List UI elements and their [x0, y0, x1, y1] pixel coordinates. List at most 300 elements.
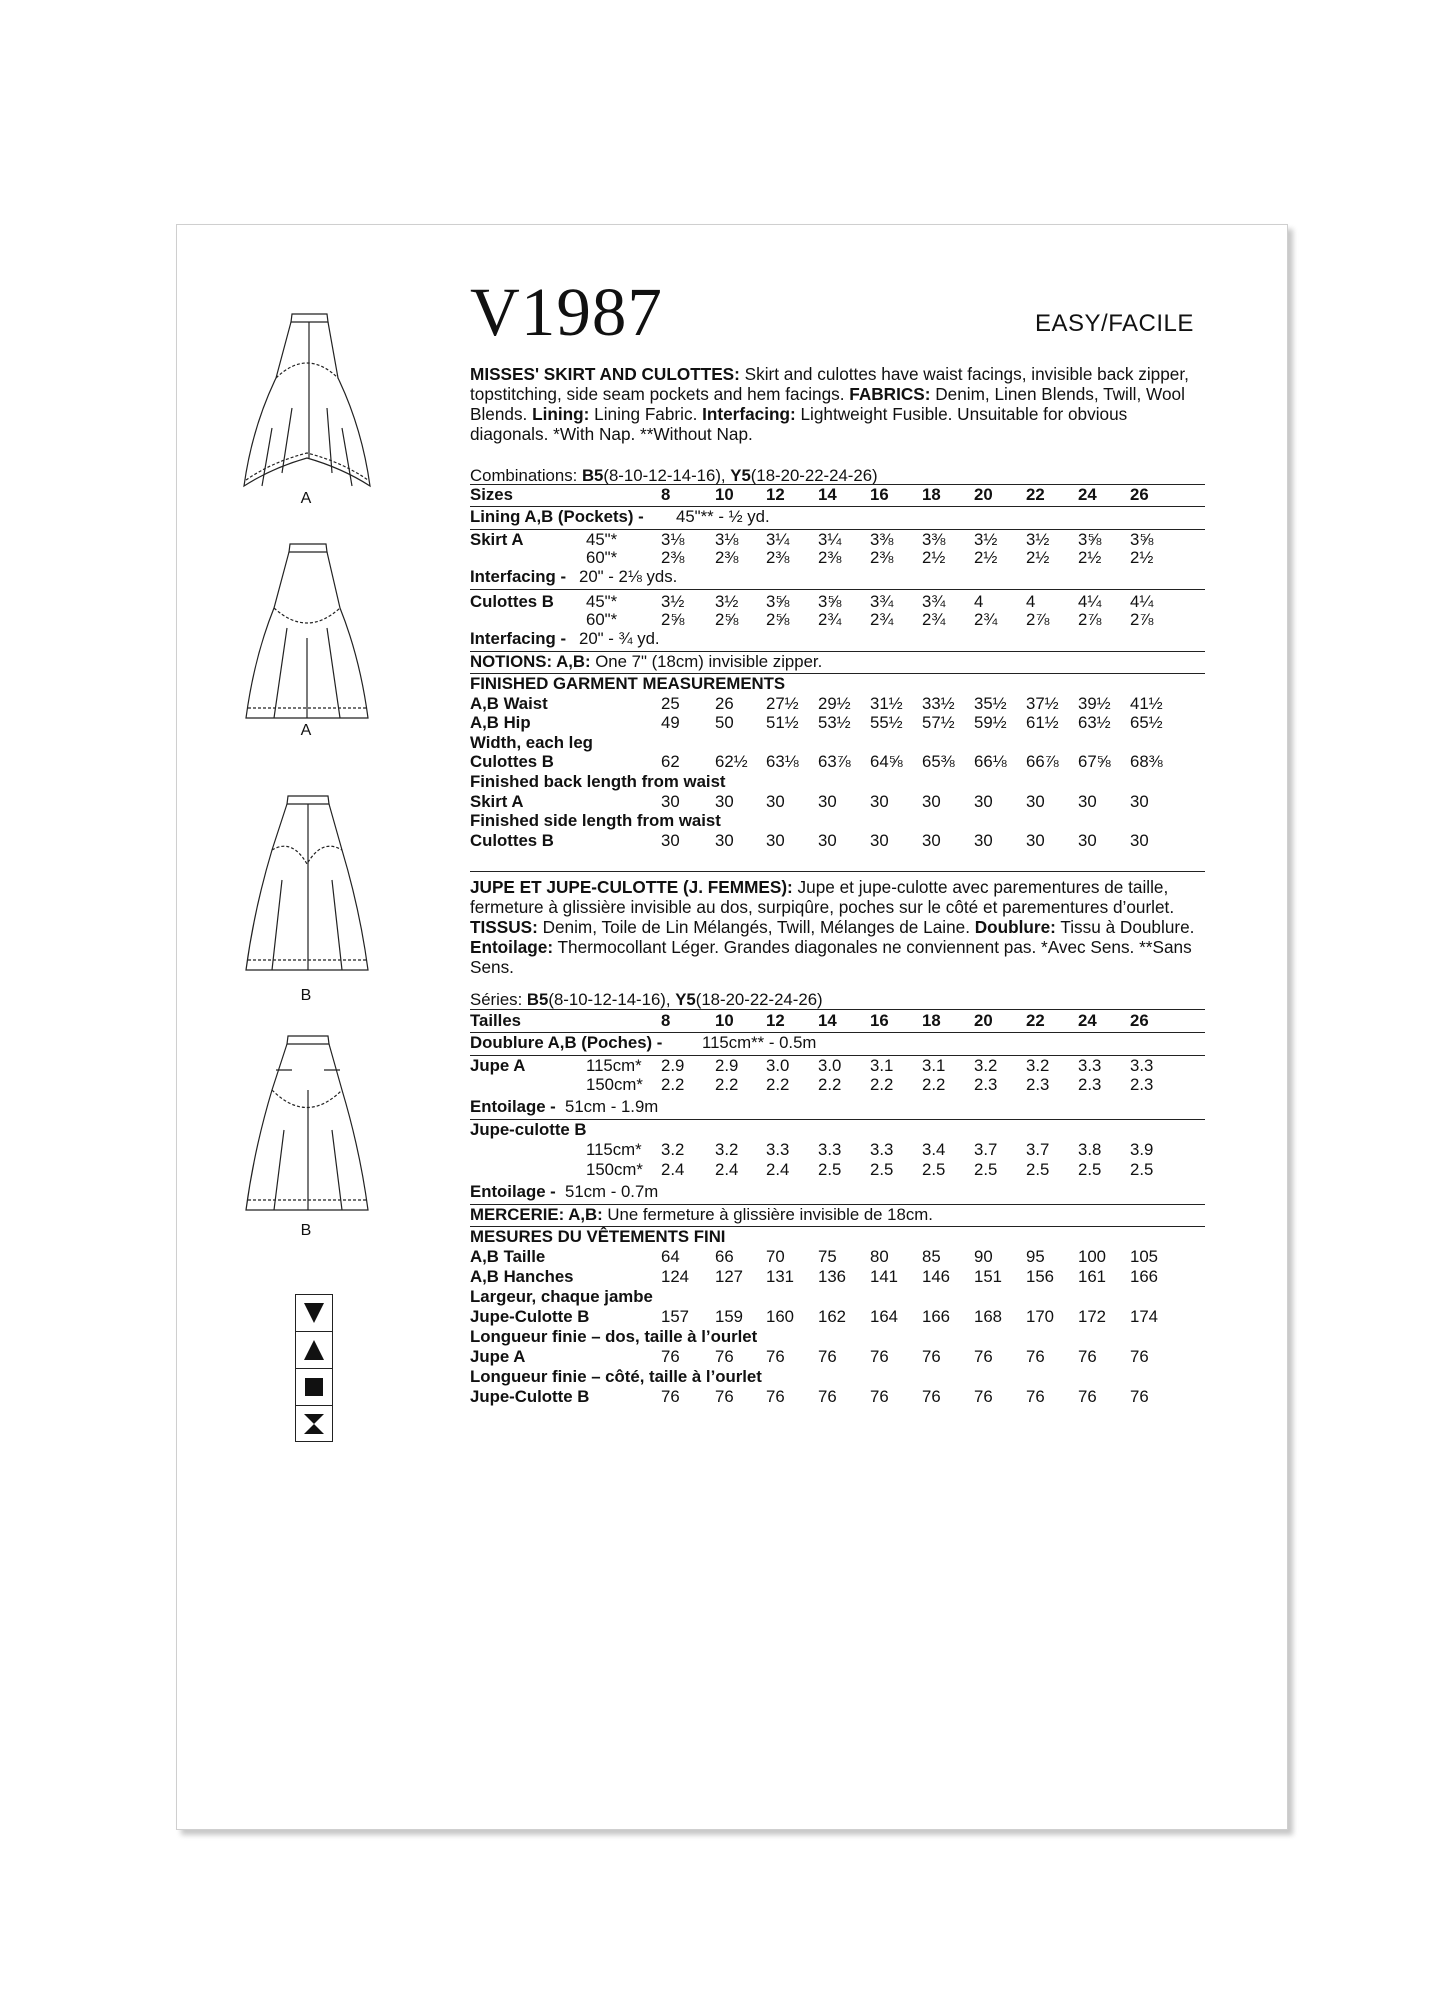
description-title-fr: JUPE ET JUPE-CULOTTE (J. FEMMES): — [470, 877, 793, 897]
table-cell: 30 — [922, 791, 941, 811]
table-cell: 22 — [1026, 485, 1045, 504]
table-cell: 30 — [661, 791, 680, 811]
sketch-label: A — [300, 722, 312, 739]
table-cell: 159 — [715, 1307, 743, 1326]
measurement-label: A,B Hanches — [470, 1267, 574, 1286]
table-cell: 30 — [661, 830, 680, 850]
table-cell: 30 — [1026, 830, 1045, 850]
table-cell: 30 — [818, 791, 837, 811]
table-cell: 10 — [715, 1011, 734, 1030]
table-cell: 2.9 — [661, 1056, 685, 1075]
sketch-culottes-b-back — [232, 790, 382, 980]
interfacing-label: Interfacing - — [470, 629, 567, 648]
table-cell: 70 — [766, 1247, 785, 1266]
table-cell: 2.3 — [974, 1075, 998, 1094]
table-cell: 30 — [1026, 791, 1045, 811]
table-cell: 49 — [661, 713, 680, 733]
interfacing-text-fr: Thermocollant Léger. Grandes diagonales ne conviennent pas. *Avec Sens. **Sans Sens. — [470, 937, 1192, 977]
table-cell: 30 — [766, 830, 785, 850]
measurement-label: Jupe A — [470, 1347, 526, 1366]
table-cell: 3.1 — [922, 1056, 946, 1075]
table-cell: 66 — [715, 1247, 734, 1266]
table-cell: 30 — [715, 830, 734, 850]
interfacing-label-fr: Entoilage: — [470, 937, 554, 957]
table-cell: 2⅝ — [766, 610, 790, 629]
table-cell: 2⅜ — [870, 548, 894, 567]
interfacing-row — [470, 1182, 1210, 1202]
table-cell: 35½ — [974, 693, 1007, 713]
yardage-row — [470, 592, 1210, 612]
table-cell: 76 — [974, 1387, 993, 1406]
measurements-title — [470, 674, 1210, 694]
table-cell: 174 — [1130, 1307, 1158, 1326]
table-cell: 3⅜ — [870, 530, 894, 549]
table-cell: 41½ — [1130, 693, 1163, 713]
table-cell: 30 — [974, 791, 993, 811]
table-cell: 168 — [974, 1307, 1002, 1326]
table-cell: 3.0 — [818, 1056, 842, 1075]
table-cell: 3.0 — [766, 1056, 790, 1075]
table-cell: 26 — [1130, 485, 1149, 504]
table-cell: 8 — [661, 1011, 671, 1030]
table-cell: 30 — [1078, 830, 1097, 850]
table-cell: 76 — [1078, 1347, 1097, 1366]
yardage-row — [470, 1160, 1210, 1180]
table-rule — [470, 589, 1205, 590]
table-cell: 30 — [715, 791, 734, 811]
measurement-label: Culottes B — [470, 752, 554, 772]
garment-label: Jupe-culotte B — [470, 1120, 587, 1139]
measurement-row — [470, 733, 1210, 753]
measurement-label: Jupe-Culotte B — [470, 1387, 590, 1406]
table-cell: 151 — [974, 1267, 1002, 1286]
measurement-row — [470, 1287, 1210, 1307]
measurement-label: Finished back length from waist — [470, 771, 726, 791]
table-cell: 141 — [870, 1267, 898, 1286]
table-cell: 51½ — [766, 713, 799, 733]
table-cell: 3¾ — [870, 592, 894, 611]
lining-value: 115cm** - 0.5m — [702, 1033, 817, 1052]
measurement-label: A,B Hip — [470, 713, 531, 733]
yardage-row — [470, 1075, 1210, 1095]
measurement-row — [470, 792, 1210, 812]
table-cell: 61½ — [1026, 713, 1059, 733]
table-cell: 105 — [1130, 1247, 1158, 1266]
table-cell: 26 — [1130, 1011, 1149, 1030]
table-cell: 131 — [766, 1267, 794, 1286]
table-cell: 2.4 — [766, 1160, 790, 1179]
table-header — [470, 485, 1210, 505]
table-cell: 64⅝ — [870, 752, 903, 772]
combinations-y5: Y5 — [675, 990, 696, 1009]
combinations-prefix: Séries: — [470, 990, 527, 1009]
table-cell: 136 — [818, 1267, 846, 1286]
description-body: Skirt and culottes have waist facings, invisible back zipper, topstitching, side seam pockets and hem facings. — [470, 364, 1189, 404]
table-cell: 161 — [1078, 1267, 1106, 1286]
table-cell: 62½ — [715, 752, 748, 772]
table-cell: 37½ — [1026, 693, 1059, 713]
table-cell: 2½ — [1026, 548, 1050, 567]
table-cell: 2.4 — [715, 1160, 739, 1179]
table-cell: 20 — [974, 485, 993, 504]
table-cell: 85 — [922, 1247, 941, 1266]
table-cell: 3½ — [1026, 530, 1050, 549]
combinations-line — [470, 990, 823, 1010]
table-cell: 76 — [715, 1347, 734, 1366]
fabric-width: 115cm* — [586, 1056, 642, 1075]
table-cell: 76 — [661, 1387, 680, 1406]
table-rule — [470, 1009, 1205, 1010]
measurement-row — [470, 811, 1210, 831]
table-cell: 18 — [922, 1011, 941, 1030]
description-english — [470, 364, 1205, 444]
table-cell: 2¾ — [818, 610, 842, 629]
interfacing-label: Interfacing - — [470, 567, 567, 586]
table-cell: 2.2 — [661, 1075, 685, 1094]
table-cell: 2.5 — [1078, 1160, 1102, 1179]
combinations-y5: Y5 — [730, 466, 751, 485]
table-cell: 3.3 — [870, 1140, 894, 1159]
lining-label: Lining: — [532, 404, 590, 424]
table-cell: 63⅞ — [818, 752, 851, 772]
table-cell: 3.8 — [1078, 1140, 1102, 1159]
table-cell: 3¼ — [818, 530, 842, 549]
table-cell: 162 — [818, 1307, 846, 1326]
table-cell: 76 — [1130, 1387, 1149, 1406]
pattern-number: V1987 — [470, 274, 663, 350]
sizes-header: Sizes — [470, 485, 513, 504]
measurement-row — [470, 713, 1210, 733]
combinations-prefix: Combinations: — [470, 466, 582, 485]
measurement-row — [470, 1247, 1210, 1267]
table-cell: 2.5 — [870, 1160, 894, 1179]
notions-line — [470, 652, 822, 672]
measurement-row — [470, 1367, 1210, 1387]
measurement-label: Jupe-Culotte B — [470, 1307, 590, 1326]
yardage-row — [470, 530, 1210, 550]
table-cell: 76 — [766, 1387, 785, 1406]
table-cell: 2¾ — [974, 610, 998, 629]
table-cell: 67⅝ — [1078, 752, 1111, 772]
table-cell: 30 — [766, 791, 785, 811]
table-cell: 2.2 — [870, 1075, 894, 1094]
measurement-label: A,B Waist — [470, 693, 548, 713]
table-cell: 55½ — [870, 713, 903, 733]
table-cell: 76 — [661, 1347, 680, 1366]
table-cell: 3⅜ — [922, 530, 946, 549]
table-cell: 2.5 — [818, 1160, 842, 1179]
fabrics-label-fr: TISSUS: — [470, 917, 538, 937]
table-cell: 33½ — [922, 693, 955, 713]
table-cell: 90 — [974, 1247, 993, 1266]
measurement-row — [470, 1307, 1210, 1327]
measurement-label: Width, each leg — [470, 732, 593, 752]
table-cell: 76 — [974, 1347, 993, 1366]
table-cell: 2⅝ — [715, 610, 739, 629]
table-cell: 3.3 — [766, 1140, 790, 1159]
square-icon — [296, 1369, 332, 1406]
measurement-label: Largeur, chaque jambe — [470, 1287, 653, 1306]
measurement-label: Longueur finie – côté, taille à l’ourlet — [470, 1367, 762, 1386]
table-cell: 65⅜ — [922, 752, 955, 772]
description-french — [470, 877, 1205, 977]
interfacing-text: Lightweight Fusible. Unsuitable for obvious diagonals. *With Nap. **Without Nap. — [470, 404, 1128, 444]
yardage-row — [470, 548, 1210, 568]
table-cell: 156 — [1026, 1267, 1054, 1286]
measurement-row — [470, 831, 1210, 851]
table-cell: 2.2 — [818, 1075, 842, 1094]
table-cell: 68⅜ — [1130, 752, 1163, 772]
sketch-culottes-b-front — [232, 1030, 382, 1220]
measurement-row — [470, 1267, 1210, 1287]
table-cell: 2⅜ — [661, 548, 685, 567]
table-cell: 24 — [1078, 1011, 1097, 1030]
table-cell: 24 — [1078, 485, 1097, 504]
lining-value: 45"** - ½ yd. — [676, 507, 770, 526]
interfacing-row — [470, 567, 1210, 587]
interfacing-label: Interfacing: — [702, 404, 796, 424]
table-cell: 62 — [661, 752, 680, 772]
sketch-label: B — [300, 1222, 312, 1239]
notions-value: One 7" (18cm) invisible zipper. — [590, 652, 823, 671]
table-cell: 164 — [870, 1307, 898, 1326]
measurement-label: A,B Taille — [470, 1247, 546, 1266]
table-cell: 2.4 — [661, 1160, 685, 1179]
yardage-row — [470, 1056, 1210, 1076]
interfacing-value: 51cm - 1.9m — [565, 1097, 659, 1116]
table-cell: 2⅜ — [766, 548, 790, 567]
table-cell: 3.7 — [974, 1140, 998, 1159]
table-cell: 2½ — [1130, 548, 1154, 567]
table-cell: 76 — [1026, 1347, 1045, 1366]
table-cell: 12 — [766, 1011, 785, 1030]
table-cell: 76 — [1130, 1347, 1149, 1366]
hourglass-icon — [296, 1406, 332, 1442]
table-cell: 3⅛ — [661, 530, 685, 549]
fabric-width: 60"* — [586, 548, 618, 567]
lining-row — [470, 1033, 1210, 1053]
table-cell: 3⅝ — [766, 592, 790, 611]
table-cell: 30 — [974, 830, 993, 850]
table-cell: 76 — [1078, 1387, 1097, 1406]
lining-text: Lining Fabric. — [589, 404, 703, 424]
table-cell: 30 — [922, 830, 941, 850]
measurement-row — [470, 694, 1210, 714]
table-cell: 76 — [766, 1347, 785, 1366]
table-cell: 100 — [1078, 1247, 1106, 1266]
table-cell: 2¾ — [870, 610, 894, 629]
table-cell: 3.3 — [1130, 1056, 1154, 1075]
table-cell: 2⅞ — [1130, 610, 1154, 629]
table-cell: 16 — [870, 485, 889, 504]
table-cell: 3.9 — [1130, 1140, 1154, 1159]
table-cell: 172 — [1078, 1307, 1106, 1326]
table-cell: 30 — [1130, 791, 1149, 811]
table-cell: 75 — [818, 1247, 837, 1266]
table-cell: 3⅝ — [1130, 530, 1154, 549]
table-cell: 76 — [1026, 1387, 1045, 1406]
table-cell: 3¾ — [922, 592, 946, 611]
table-cell: 50 — [715, 713, 734, 733]
interfacing-label: Entoilage - — [470, 1182, 556, 1201]
measurement-label: Longueur finie – dos, taille à l’ourlet — [470, 1327, 758, 1346]
table-cell: 76 — [870, 1347, 889, 1366]
table-cell: 30 — [870, 830, 889, 850]
table-cell: 3.2 — [1026, 1056, 1050, 1075]
garment-label: Jupe A — [470, 1056, 526, 1075]
table-cell: 53½ — [818, 713, 851, 733]
table-cell: 2⅞ — [1078, 610, 1102, 629]
table-cell: 2.3 — [1078, 1075, 1102, 1094]
table-cell: 63½ — [1078, 713, 1111, 733]
garment-label: Skirt A — [470, 530, 524, 549]
triangle-up-icon — [296, 1332, 332, 1369]
table-cell: 30 — [1078, 791, 1097, 811]
combinations-y5-sizes: (18-20-22-24-26) — [750, 466, 878, 485]
table-cell: 76 — [922, 1347, 941, 1366]
table-cell: 66⅞ — [1026, 752, 1059, 772]
combinations-line — [470, 466, 878, 486]
sketch-label: A — [300, 490, 312, 507]
table-cell: 3.4 — [922, 1140, 946, 1159]
table-cell: 3.2 — [974, 1056, 998, 1075]
table-cell: 2½ — [1078, 548, 1102, 567]
yardage-row — [470, 1140, 1210, 1160]
combinations-b5: B5 — [581, 466, 604, 485]
table-header — [470, 1011, 1210, 1031]
table-cell: 95 — [1026, 1247, 1045, 1266]
table-cell: 3⅛ — [715, 530, 739, 549]
measurement-row — [470, 1347, 1210, 1367]
table-cell: 124 — [661, 1267, 689, 1286]
description-title: MISSES' SKIRT AND CULOTTES: — [470, 364, 740, 384]
lining-label: Doublure A,B (Poches) - — [470, 1033, 663, 1052]
table-cell: 30 — [818, 830, 837, 850]
table-cell: 4 — [974, 592, 984, 611]
measurement-label: Culottes B — [470, 830, 554, 850]
table-cell: 25 — [661, 693, 680, 713]
garment-label: Culottes B — [470, 592, 554, 611]
table-cell: 76 — [818, 1387, 837, 1406]
table-cell: 3.1 — [870, 1056, 894, 1075]
table-cell: 2.3 — [1026, 1075, 1050, 1094]
fabrics-text-fr: Denim, Toile de Lin Mélangés, Twill, Mélanges de Laine. — [537, 917, 975, 937]
table-cell: 166 — [1130, 1267, 1158, 1286]
fabric-width: 115cm* — [586, 1140, 642, 1159]
table-cell: 2⅞ — [1026, 610, 1050, 629]
triangle-down-icon — [296, 1295, 332, 1332]
table-cell: 20 — [974, 1011, 993, 1030]
table-cell: 2.5 — [922, 1160, 946, 1179]
description-body-fr: Jupe et jupe-culotte avec parementures de taille, fermeture à glissière invisible au dos, surpiqûre, poches sur le côté et parementures d’ourlet. — [470, 877, 1175, 917]
table-cell: 64 — [661, 1247, 680, 1266]
fabric-width: 150cm* — [586, 1160, 643, 1179]
table-cell: 76 — [818, 1347, 837, 1366]
table-cell: 31½ — [870, 693, 903, 713]
table-cell: 3⅝ — [818, 592, 842, 611]
lining-label: Lining A,B (Pockets) - — [470, 507, 644, 526]
measurement-row — [470, 1387, 1210, 1407]
table-cell: 170 — [1026, 1307, 1054, 1326]
measurements-title — [470, 1227, 1210, 1247]
table-cell: 146 — [922, 1267, 950, 1286]
table-cell: 4 — [1026, 592, 1036, 611]
fabric-width: 150cm* — [586, 1075, 643, 1094]
fabric-width: 45"* — [586, 592, 618, 611]
table-cell: 76 — [870, 1387, 889, 1406]
table-cell: 3.2 — [661, 1140, 685, 1159]
table-cell: 166 — [922, 1307, 950, 1326]
interfacing-value: 20" - 2⅛ yds. — [579, 567, 678, 586]
combinations-b5-sizes: (8-10-12-14-16), — [548, 990, 676, 1009]
table-cell: 3.2 — [715, 1140, 739, 1159]
interfacing-row — [470, 629, 1210, 649]
table-cell: 14 — [818, 1011, 837, 1030]
table-cell: 4¼ — [1130, 592, 1154, 611]
table-cell: 18 — [922, 485, 941, 504]
table-rule — [470, 871, 1205, 872]
table-cell: 2.2 — [766, 1075, 790, 1094]
table-cell: 59½ — [974, 713, 1007, 733]
measurements-title-text: FINISHED GARMENT MEASUREMENTS — [470, 674, 786, 693]
notions-line — [470, 1205, 933, 1225]
fabrics-label: FABRICS: — [849, 384, 931, 404]
table-cell: 2⅜ — [818, 548, 842, 567]
table-cell: 3.3 — [1078, 1056, 1102, 1075]
table-cell: 2.2 — [715, 1075, 739, 1094]
table-cell: 22 — [1026, 1011, 1045, 1030]
table-cell: 2½ — [922, 548, 946, 567]
table-cell: 16 — [870, 1011, 889, 1030]
table-cell: 3.3 — [818, 1140, 842, 1159]
lining-label-fr: Doublure: — [974, 917, 1056, 937]
table-cell: 57½ — [922, 713, 955, 733]
table-cell: 29½ — [818, 693, 851, 713]
table-cell: 8 — [661, 485, 671, 504]
interfacing-row — [470, 1097, 1210, 1117]
table-cell: 3¼ — [766, 530, 790, 549]
table-cell: 65½ — [1130, 713, 1163, 733]
fabric-width: 45"* — [586, 530, 618, 549]
interfacing-label: Entoilage - — [470, 1097, 556, 1116]
table-cell: 2.9 — [715, 1056, 739, 1075]
difficulty-label: EASY/FACILE — [1035, 310, 1194, 337]
table-cell: 2¾ — [922, 610, 946, 629]
lining-text-fr: Tissu à Doublure. — [1055, 917, 1195, 937]
table-cell: 3⅝ — [1078, 530, 1102, 549]
table-cell: 160 — [766, 1307, 794, 1326]
sketch-label: B — [300, 987, 312, 1004]
measurement-row — [470, 772, 1210, 792]
notions-label: MERCERIE: A,B: — [470, 1205, 603, 1224]
table-cell: 2⅝ — [661, 610, 685, 629]
table-cell: 30 — [870, 791, 889, 811]
table-cell: 3½ — [974, 530, 998, 549]
table-cell: 3½ — [661, 592, 685, 611]
measurement-row — [470, 1327, 1210, 1347]
table-cell: 4¼ — [1078, 592, 1102, 611]
sketch-skirt-a-back — [232, 308, 382, 498]
table-cell: 76 — [715, 1387, 734, 1406]
interfacing-value: 20" - ¾ yd. — [579, 629, 660, 648]
fabric-width: 60"* — [586, 610, 618, 629]
notions-value: Une fermeture à glissière invisible de 18cm. — [602, 1205, 933, 1224]
table-cell: 10 — [715, 485, 734, 504]
table-cell: 157 — [661, 1307, 689, 1326]
table-cell: 14 — [818, 485, 837, 504]
table-cell: 3.7 — [1026, 1140, 1050, 1159]
sizes-header: Tailles — [470, 1011, 521, 1030]
